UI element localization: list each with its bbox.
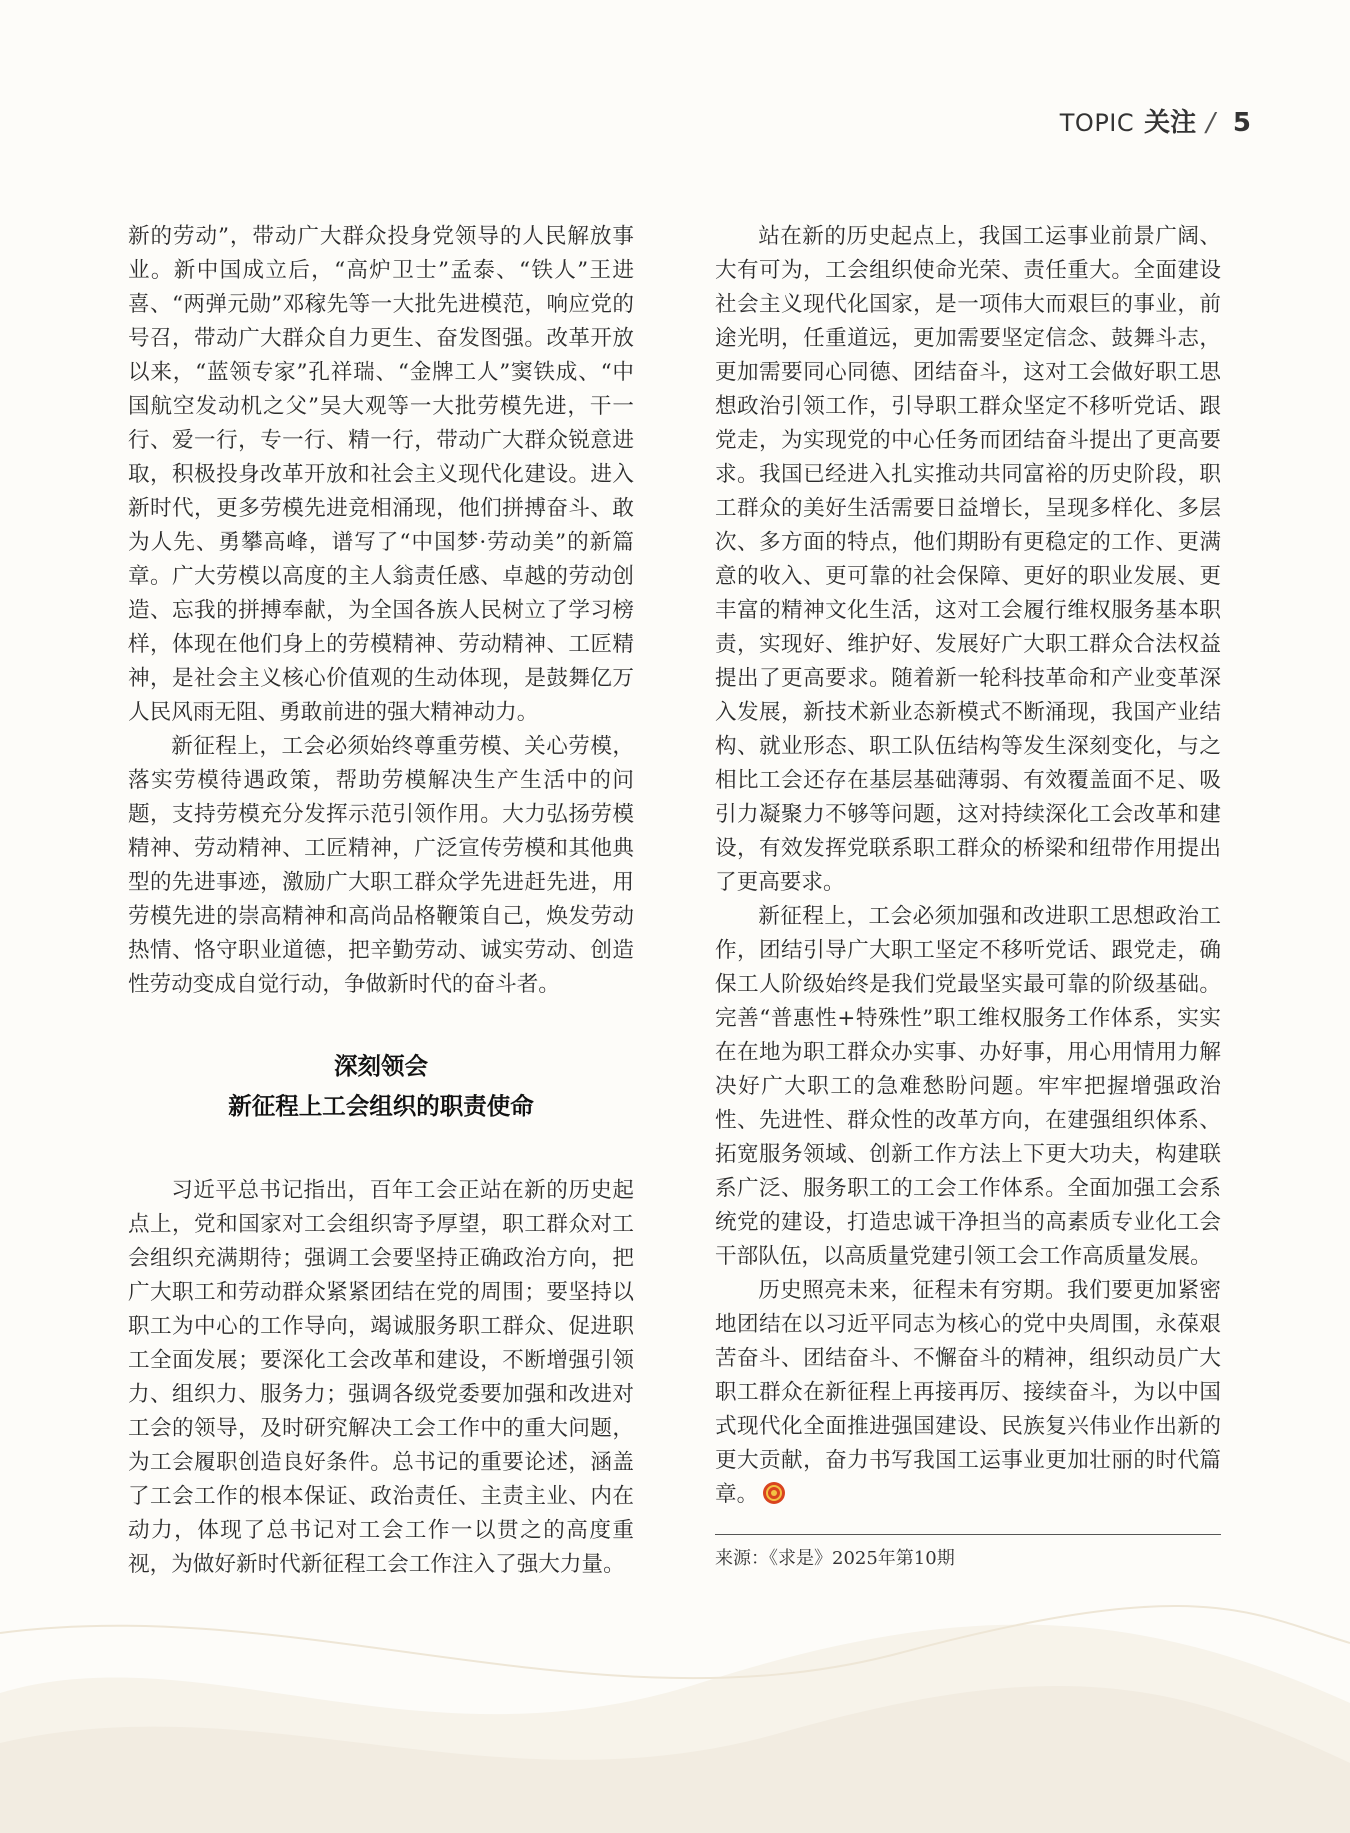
paragraph: 新征程上，工会必须加强和改进职工思想政治工作，团结引导广大职工坚定不移听党话、跟党走，确保工人阶级始终是我们党最坚实最可靠的阶级基础。完善“普惠性+特殊性”职工维权服务工作体系，实实在在地为职工群众办实事、办好事，用心用情用力解决好广大职工的急难愁盼问题。牢牢把握增强政治性、先进性、群众性的改革方向，在建强组织体系、拓宽服务领域、创新工作方法上下更大功夫，构建联系广泛、服务职工的工会工作体系。全面加强工会系统党的建设，打造忠诚干净担当的高素质专业化工会干部队伍，以高质量党建引领工会工作高质量发展。 (715, 904, 1221, 1269)
section-heading-line2: 新征程上工会组织的职责使命 (228, 1092, 534, 1120)
union-emblem-end-icon (762, 1481, 786, 1505)
paragraph: 习近平总书记指出，百年工会正站在新的历史起点上，党和国家对工会组织寄予厚望，职工群众对工会组织充满期待；强调工会要坚持正确政治方向，把广大职工和劳动群众紧紧团结在党的周围；要坚持以职工为中心的工作导向，竭诚服务职工群众、促进职工全面发展；要深化工会改革和建设，不断增强引领力、组织力、服务力；强调各级党委要加强和改进对工会的领导，及时研究解决工会工作中的重大问题，为工会履职创造良好条件。总书记的重要论述，涵盖了工会工作的根本保证、政治责任、主责主业、内在动力，体现了总书记对工会工作一以贯之的高度重视，为做好新时代新征程工会工作注入了强大力量。 (128, 1178, 634, 1577)
paragraph: 新的劳动”，带动广大群众投身党领导的人民解放事业。新中国成立后，“高炉卫士”孟泰、“铁人”王进喜、“两弹元勋”邓稼先等一大批先进模范，响应党的号召，带动广大群众自力更生、奋发图强。改革开放以来，“蓝领专家”孔祥瑞、“金牌工人”窦铁成、“中国航空发动机之父”吴大观等一大批劳模先进，干一行、爱一行，专一行、精一行，带动广大群众锐意进取，积极投身改革开放和社会主义现代化建设。进入新时代，更多劳模先进竞相涌现，他们拼搏奋斗、敢为人先、勇攀高峰，谱写了“中国梦·劳动美”的新篇章。广大劳模以高度的主人翁责任感、卓越的劳动创造、忘我的拼搏奉献，为全国各族人民树立了学习榜样，体现在他们身上的劳模精神、劳动精神、工匠精神，是社会主义核心价值观的生动体现，是鼓舞亿万人民风雨无阻、勇敢前进的强大精神动力。 (128, 224, 634, 725)
left-column (128, 220, 634, 1582)
paragraph: 站在新的历史起点上，我国工运事业前景广阔、大有可为，工会组织使命光荣、责任重大。全面建设社会主义现代化国家，是一项伟大而艰巨的事业，前途光明，任重道远，更加需要坚定信念、鼓舞斗志，更加需要同心同德、团结奋斗，这对工会做好职工思想政治引领工作，引导职工群众坚定不移听党话、跟党走，为实现党的中心任务而团结奋斗提出了更高要求。我国已经进入扎实推动共同富裕的历史阶段，职工群众的美好生活需要日益增长，呈现多样化、多层次、多方面的特点，他们期盼有更稳定的工作、更满意的收入、更可靠的社会保障、更好的职业发展、更丰富的精神文化生活，这对工会履行维权服务基本职责，实现好、维护好、发展好广大职工群众合法权益提出了更高要求。随着新一轮科技革命和产业变革深入发展，新技术新业态新模式不断涌现，我国产业结构、就业形态、职工队伍结构等发生深刻变化，与之相比工会还存在基层基础薄弱、有效覆盖面不足、吸引力凝聚力不够等问题，这对持续深化工会改革和建设，有效发挥党联系职工群众的桥梁和纽带作用提出了更高要求。 (715, 224, 1221, 895)
header-section: 关注 (1144, 108, 1197, 138)
section-heading (128, 1046, 634, 1126)
page-number: 5 (1232, 108, 1251, 138)
source-citation: 来源：《求是》2025年第10期 (715, 1534, 1221, 1573)
header-separator: / (1206, 108, 1215, 138)
header-topic: TOPIC (1059, 109, 1135, 137)
background-wave-decoration (0, 1573, 1350, 1833)
paragraph: 新征程上，工会必须始终尊重劳模、关心劳模，落实劳模待遇政策，帮助劳模解决生产生活中的问题，支持劳模充分发挥示范引领作用。大力弘扬劳模精神、劳动精神、工匠精神，广泛宣传劳模和其他典型的先进事迹，激励广大职工群众学先进赶先进，用劳模先进的崇高精神和高尚品格鞭策自己，焕发劳动热情、恪守职业道德，把辛勤劳动、诚实劳动、创造性劳动变成自觉行动，争做新时代的奋斗者。 (128, 734, 634, 997)
section-heading-line1: 深刻领会 (334, 1052, 428, 1080)
paragraph-text: 历史照亮未来，征程未有穷期。我们要更加紧密地团结在以习近平同志为核心的党中央周围，永葆艰苦奋斗、团结奋斗、不懈奋斗的精神，组织动员广大职工群众在新征程上再接再厉、接续奋斗，为以中国式现代化全面推进强国建设、民族复兴伟业作出新的更大贡献，奋力书写我国工运事业更加壮丽的时代篇章。 (715, 1278, 1221, 1507)
right-column (715, 220, 1221, 1573)
paragraph-last (715, 1274, 1221, 1512)
page-header (1060, 102, 1251, 139)
